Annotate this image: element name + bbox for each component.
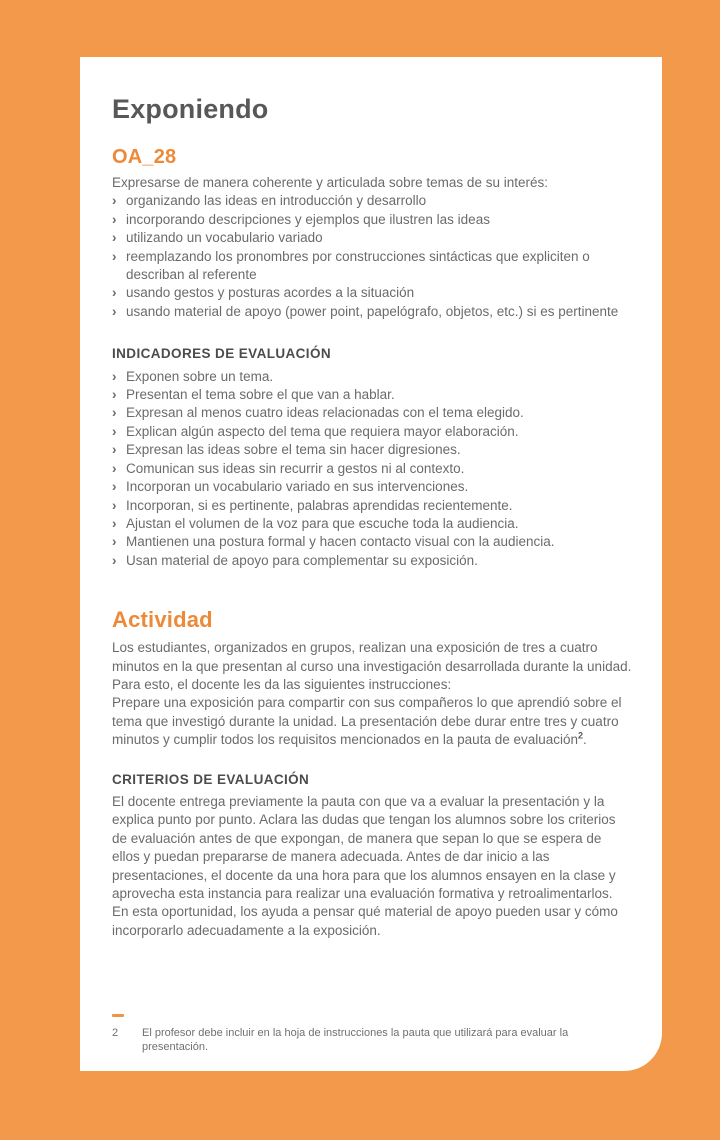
actividad-paragraph-2: [112, 694, 632, 749]
bullet-marker: ›: [112, 497, 117, 513]
bullet-marker: ›: [112, 423, 117, 439]
list-item: [112, 460, 632, 478]
actividad-paragraph-1: Los estudiantes, organizados en grupos, realizan una exposición de tres a cuatro minutos en la que presentan al curso una investigación desarrollada durante la unidad. Para esto, el docente les da las siguientes instrucciones:: [112, 640, 632, 692]
spacer: [112, 321, 632, 345]
bullet-marker: ›: [112, 460, 117, 476]
bullet-marker: ›: [112, 552, 117, 568]
list-item: [112, 441, 632, 459]
bullet-text: incorporando descripciones y ejemplos que ilustren las ideas: [126, 211, 490, 227]
footnote-text: El profesor debe incluir en la hoja de instrucciones la pauta que utilizará para evaluar la presentación.: [142, 1027, 569, 1053]
bullet-text: Incorporan un vocabulario variado en sus intervenciones.: [126, 479, 469, 495]
bullet-marker: ›: [112, 387, 117, 403]
indicadores-bullet-list: [112, 368, 632, 570]
list-item: [112, 552, 632, 570]
bullet-text: usando material de apoyo (power point, papelógrafo, objetos, etc.) si es pertinente: [126, 303, 619, 319]
oa-intro: Expresarse de manera coherente y articulada sobre temas de su interés:: [112, 175, 548, 190]
list-item: [112, 515, 632, 533]
actividad-paragraph-2-period: .: [583, 732, 587, 748]
list-item: [112, 533, 632, 551]
spacer: [112, 570, 632, 607]
bullet-text: organizando las ideas en introducción y desarrollo: [126, 193, 427, 209]
actividad-paragraph-2-text: Prepare una exposición para compartir con sus compañeros lo que aprendió sobre el tema que investigó durante la unidad. La presentación debe durar entre tres y cuatro minutos y cumplir todos los requisitos mencionados en la pauta de evaluación: [112, 695, 622, 748]
bullet-marker: ›: [112, 405, 117, 421]
bullet-marker: ›: [112, 211, 117, 227]
bullet-text: Expresan al menos cuatro ideas relacionadas con el tema elegido.: [126, 405, 524, 421]
bullet-marker: ›: [112, 442, 117, 458]
bullet-marker: ›: [112, 285, 117, 301]
bullet-text: Ajustan el volumen de la voz para que escuche toda la audiencia.: [126, 515, 519, 531]
bullet-text: utilizando un vocabulario variado: [126, 230, 323, 246]
bullet-text: Usan material de apoyo para complementar su exposición.: [126, 552, 478, 568]
list-item: [112, 284, 632, 302]
oa-heading: OA_28: [112, 146, 177, 168]
bullet-text: Presentan el tema sobre el que van a hablar.: [126, 387, 395, 403]
bullet-marker: ›: [112, 248, 117, 264]
bullet-marker: ›: [112, 193, 117, 209]
bullet-text: Expresan las ideas sobre el tema sin hacer digresiones.: [126, 442, 461, 458]
footnote-number: 2: [112, 1027, 119, 1039]
bullet-marker: ›: [112, 303, 117, 319]
bullet-text: Exponen sobre un tema.: [126, 368, 274, 384]
list-item: [112, 211, 632, 229]
list-item: [112, 229, 632, 247]
spacer: [112, 750, 632, 771]
footnote-divider: [112, 1014, 124, 1017]
card-content: [80, 57, 662, 940]
page-title: Exponiendo: [112, 94, 269, 124]
bullet-marker: ›: [112, 230, 117, 246]
list-item: [112, 478, 632, 496]
list-item: [112, 497, 632, 515]
criterios-paragraph: El docente entrega previamente la pauta con que va a evaluar la presentación y la explica punto por punto. Aclara las dudas que tengan los alumnos sobre los criterios de evaluación antes de que expongan, de manera que sepan lo que se espera de ellos y puedan prepararse de manera adecuada. Antes de dar inicio a las presentaciones, el docente da una hora para que los alumnos ensayen en la clase y aprovecha esta instancia para realizar una evaluación formativa y retroalimentarlos. En esta oportunidad, los ayuda a pensar qué material de apoyo pueden usar y cómo incorporarlo adecuadamente a la exposición.: [112, 793, 618, 938]
list-item: [112, 368, 632, 386]
bullet-marker: ›: [112, 479, 117, 495]
list-item: [112, 423, 632, 441]
oa-bullet-list: [112, 192, 632, 321]
bullet-text: Explican algún aspecto del tema que requiera mayor elaboración.: [126, 423, 519, 439]
content-card: [80, 57, 662, 1071]
bullet-marker: ›: [112, 515, 117, 531]
bullet-text: usando gestos y posturas acordes a la situación: [126, 285, 415, 301]
list-item: [112, 303, 632, 321]
list-item: [112, 192, 632, 210]
footnote: [112, 1014, 632, 1054]
bullet-text: reemplazando los pronombres por construcciones sintácticas que expliciten o describan al referente: [126, 248, 590, 283]
list-item: [112, 404, 632, 422]
bullet-marker: ›: [112, 534, 117, 550]
indicadores-heading: INDICADORES DE EVALUACIÓN: [112, 346, 332, 362]
bullet-text: Comunican sus ideas sin recurrir a gestos ni al contexto.: [126, 460, 465, 476]
actividad-heading: Actividad: [112, 607, 213, 633]
bullet-text: Mantienen una postura formal y hacen contacto visual con la audiencia.: [126, 534, 555, 550]
footnote-row: [112, 1026, 632, 1054]
list-item: [112, 248, 632, 285]
list-item: [112, 386, 632, 404]
criterios-heading: CRITERIOS DE EVALUACIÓN: [112, 771, 310, 787]
bullet-text: Incorporan, si es pertinente, palabras aprendidas recientemente.: [126, 497, 513, 513]
footnote-reference: 2: [578, 730, 584, 741]
bullet-marker: ›: [112, 368, 117, 384]
